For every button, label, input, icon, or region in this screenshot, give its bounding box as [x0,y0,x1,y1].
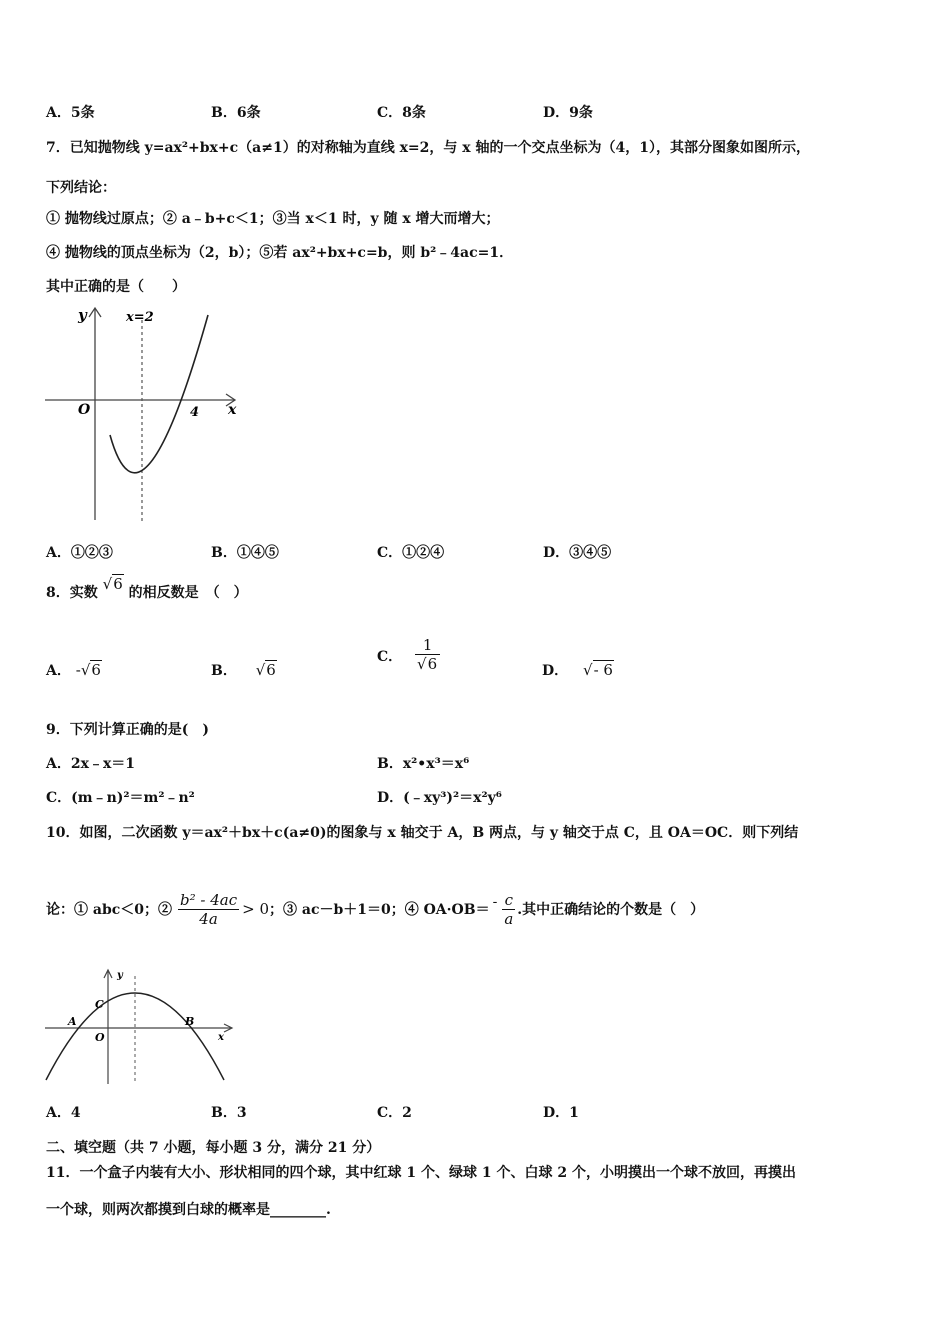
q9-option-a: A．2x﹣x＝1 [46,756,136,772]
q10-line-1: 10．如图，二次函数 y＝ax²＋bx＋c(a≠0)的图象与 x 轴交于 A，B 两点，与 y 轴交于点 C，且 OA＝OC．则下列结 [46,825,799,841]
q10-line-2 [46,884,704,934]
q8-option-c-label: C． [377,648,403,665]
q10-label-y: y [117,970,123,981]
q8-option-d [542,660,614,680]
q8-option-b-label: B． [211,663,237,679]
q7-label-y: y [78,306,87,324]
q10-option-d: D．1 [543,1105,579,1121]
q7-label-x: x [228,402,237,418]
q11-line-2: 一个球，则两次都摸到白球的概率是________. [46,1202,331,1218]
q7-option-a: A．①②③ [46,545,113,561]
q8-option-a-sign: - [75,661,81,679]
q7-line-1: 7．已知抛物线 y=ax²+bx+c（a≠1）的对称轴为直线 x=2，与 x 轴的一个交点坐标为（4，1），其部分图象如图所示， [46,140,810,156]
q7-parabola-graph [40,300,250,530]
section-2-heading: 二、填空题（共 7 小题，每小题 3 分，满分 21 分） [46,1140,381,1156]
q8-option-a-label: A． [46,663,71,679]
q10-parabola-graph [42,966,242,1086]
q7-label-four: 4 [190,405,200,420]
q6-option-d: D．9条 [543,105,593,121]
q8-option-d-radicand: - 6 [593,661,613,679]
q7-option-c: C．①②④ [377,545,445,561]
q10-fraction-2-den: a [504,909,514,928]
q8-option-c-radicand: 6 [427,655,438,673]
q7-label-origin: O [78,402,91,418]
q8-stem-suffix: 的相反数是 （ ） [128,585,248,601]
q10-fraction-1-num: b² - 4ac [180,890,238,909]
q10-l2-start: 论：① abc＜0；② [46,902,172,918]
q10-label-c: C [95,998,104,1011]
q10-option-b: B．3 [211,1105,247,1121]
q10-gt-zero: > 0 [242,900,269,918]
q10-label-b: B [185,1015,195,1028]
q8-option-c [377,636,440,673]
q10-option-c: C．2 [377,1105,412,1121]
q9-option-b: B．x²•x³＝x⁶ [377,756,470,772]
q6-option-c: C．8条 [377,105,426,121]
q10-fraction-2-num: c [502,891,515,910]
q7-options [46,542,746,562]
q10-fraction-1 [178,891,239,928]
q7-parabola-curve [110,315,208,473]
q7-line-4: ④ 抛物线的顶点坐标为（2，b）；⑤若 ax²+bx+c=b，则 b²﹣4ac=1． [46,245,514,261]
q10-label-x: x [218,1032,224,1043]
q8-stem [46,575,248,602]
q10-options [46,1102,746,1122]
q10-fraction-2 [502,891,515,928]
q10-l2-mid: ；③ ac－b＋1＝0；④ OA·OB＝ [269,902,490,918]
q10-neg-sign: - [492,894,498,910]
q8-option-a-value: -√6 [75,661,101,679]
q8-stem-prefix: 8．实数 [46,585,98,601]
q8-option-c-num: 1 [415,636,440,655]
q8-option-b [211,660,277,680]
q8-option-b-radicand: 6 [266,661,276,679]
q8-option-c-den: √6 [417,655,438,673]
q7-option-d: D．③④⑤ [543,545,612,561]
q6-option-b: B．6条 [211,105,261,121]
q8-stem-sqrt: √6 [102,575,123,593]
q10-label-o: O [95,1031,105,1044]
q7-option-b: B．①④⑤ [211,545,279,561]
q10-option-a: A．4 [46,1105,81,1121]
q7-line-2: 下列结论： [46,180,116,196]
q9-stem: 9．下列计算正确的是( ) [46,722,209,738]
q8-option-d-label: D． [542,663,569,679]
q10-fraction-1-den: 4a [199,909,218,928]
q10-label-a: A [68,1015,77,1028]
q8-option-a-radicand: 6 [91,661,101,679]
q9-option-c: C．(m﹣n)²＝m²﹣n² [46,790,195,806]
q7-line-5: 其中正确的是（ ） [46,279,186,295]
q11-line-1: 11．一个盒子内装有大小、形状相同的四个球，其中红球 1 个、绿球 1 个、白球 2 个，小明摸出一个球不放回，再摸出 [46,1165,796,1181]
q7-line-3: ① 抛物线过原点；② a﹣b+c＜1；③当 x＜1 时，y 随 x 增大而增大； [46,211,500,227]
q6-options [46,102,746,122]
q10-l2-end: .其中正确结论的个数是（ ） [517,902,705,918]
q8-option-a [46,660,102,680]
q6-option-a: A．5条 [46,105,95,121]
q7-label-axis: x=2 [126,310,154,325]
q8-stem-radicand: 6 [113,575,123,593]
q9-option-d: D．(﹣xy³)²＝x²y⁶ [377,790,502,806]
q8-option-b-value: √6 [255,661,276,679]
q8-option-c-fraction [415,636,440,673]
q8-option-d-value: √- 6 [583,661,613,679]
